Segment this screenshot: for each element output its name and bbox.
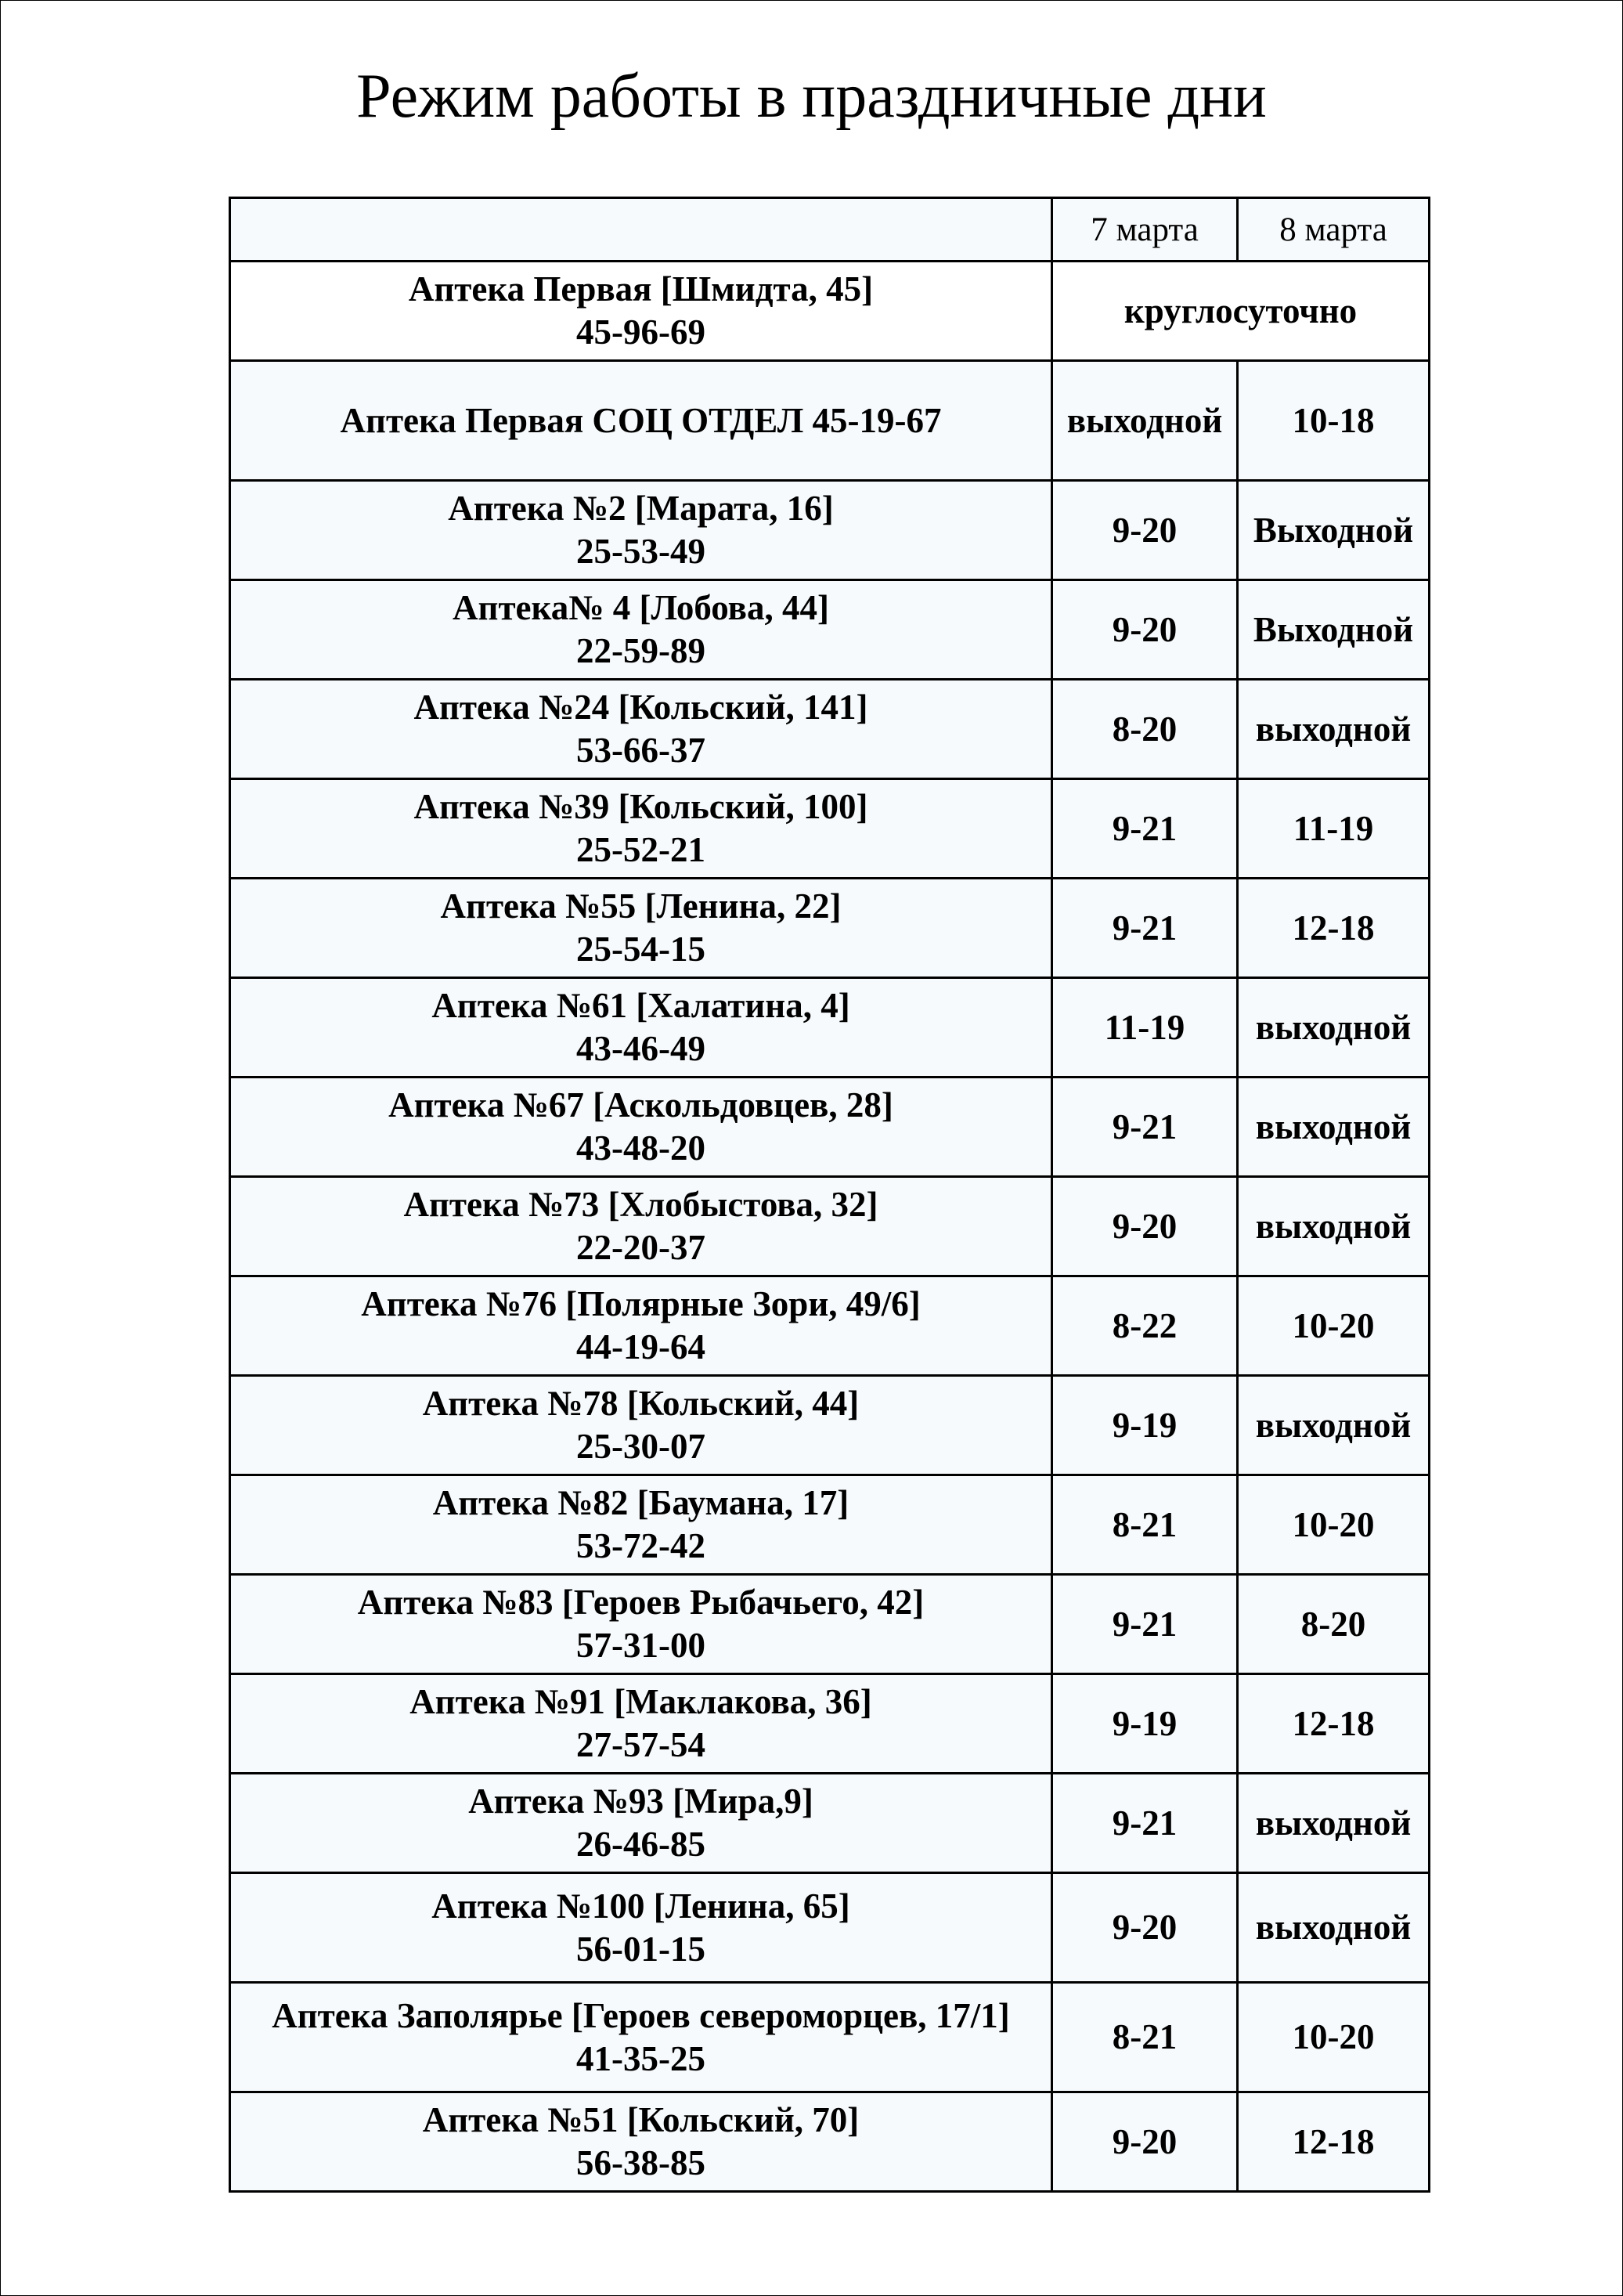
table-row <box>230 262 1430 361</box>
hours-day2: выходной <box>1238 978 1430 1078</box>
pharmacy-cell <box>230 1177 1052 1276</box>
pharmacy-phone: 45-96-69 <box>576 312 705 352</box>
hours-day2: 12-18 <box>1238 879 1430 978</box>
hours-day2: Выходной <box>1238 481 1430 580</box>
hours-day1: 9-21 <box>1052 1774 1238 1873</box>
pharmacy-name: Аптека №91 [Маклакова, 36] <box>409 1682 872 1721</box>
hours-day1: 9-20 <box>1052 1177 1238 1276</box>
hours-day1: 9-20 <box>1052 580 1238 680</box>
pharmacy-phone: 57-31-00 <box>576 1626 705 1665</box>
pharmacy-name: Аптека Заполярье [Героев североморцев, 17/1] <box>272 1995 1010 2035</box>
table-row <box>230 1475 1430 1575</box>
table-row <box>230 1177 1430 1276</box>
pharmacy-phone: 25-30-07 <box>576 1427 705 1466</box>
pharmacy-phone: 22-59-89 <box>576 631 705 670</box>
hours-day2: выходной <box>1238 1177 1430 1276</box>
hours-day1: выходной <box>1052 361 1238 481</box>
pharmacy-phone: 56-38-85 <box>576 2143 705 2182</box>
pharmacy-name: Аптека№ 4 [Лобова, 44] <box>453 588 829 627</box>
pharmacy-phone: 44-19-64 <box>576 1327 705 1366</box>
pharmacy-name: Аптека №93 [Мира,9] <box>468 1782 813 1821</box>
table-row <box>230 481 1430 580</box>
hours-day1: 9-21 <box>1052 1078 1238 1177</box>
pharmacy-cell <box>230 1276 1052 1376</box>
pharmacy-cell <box>230 1774 1052 1873</box>
pharmacy-name: Аптека №78 [Кольский, 44] <box>422 1384 860 1423</box>
hours-day2: 10-20 <box>1238 1983 1430 2092</box>
hours-day2: выходной <box>1238 1376 1430 1475</box>
pharmacy-cell <box>230 1475 1052 1575</box>
table-row <box>230 580 1430 680</box>
pharmacy-phone: 56-01-15 <box>576 1929 705 1969</box>
pharmacy-cell <box>230 2092 1052 2192</box>
hours-day2: выходной <box>1238 1078 1430 1177</box>
pharmacy-name: Аптека №73 [Хлобыстова, 32] <box>403 1185 878 1224</box>
pharmacy-cell <box>230 481 1052 580</box>
hours-day2: выходной <box>1238 1873 1430 1983</box>
hours-day2: 11-19 <box>1238 779 1430 879</box>
table-row <box>230 680 1430 779</box>
pharmacy-phone: 41-35-25 <box>576 2038 705 2078</box>
pharmacy-cell <box>230 879 1052 978</box>
pharmacy-name: Аптека Первая [Шмидта, 45] <box>408 269 874 309</box>
pharmacy-name: Аптека №100 [Ленина, 65] <box>431 1886 850 1926</box>
hours-day1: 9-20 <box>1052 2092 1238 2192</box>
table-row <box>230 1873 1430 1983</box>
header-empty-cell <box>230 198 1052 262</box>
hours-day1: 9-20 <box>1052 481 1238 580</box>
pharmacy-cell <box>230 1674 1052 1774</box>
pharmacy-name: Аптека №82 [Баумана, 17] <box>432 1483 849 1522</box>
table-row <box>230 1078 1430 1177</box>
table-header-row <box>230 198 1430 262</box>
hours-day2: 10-20 <box>1238 1475 1430 1575</box>
pharmacy-name: Аптека №76 [Полярные Зори, 49/6] <box>361 1284 921 1323</box>
hours-day2: 8-20 <box>1238 1575 1430 1674</box>
pharmacy-cell <box>230 361 1052 481</box>
pharmacy-phone: 53-72-42 <box>576 1526 705 1565</box>
table-row <box>230 1774 1430 1873</box>
pharmacy-name: Аптека №67 [Аскольдовцев, 28] <box>388 1085 893 1125</box>
hours-day1: 9-21 <box>1052 1575 1238 1674</box>
pharmacy-cell <box>230 262 1052 361</box>
table-row <box>230 879 1430 978</box>
hours-day1: 8-21 <box>1052 1475 1238 1575</box>
pharmacy-cell <box>230 680 1052 779</box>
pharmacy-phone: 26-46-85 <box>576 1825 705 1864</box>
hours-day2: 12-18 <box>1238 2092 1430 2192</box>
table-row <box>230 1276 1430 1376</box>
hours-day1: 9-19 <box>1052 1376 1238 1475</box>
table-row <box>230 779 1430 879</box>
pharmacy-name: Аптека №55 [Ленина, 22] <box>440 886 842 926</box>
pharmacy-phone: 27-57-54 <box>576 1725 705 1764</box>
header-day1: 7 марта <box>1052 198 1238 262</box>
schedule-table <box>229 197 1430 2193</box>
hours-day1: 9-21 <box>1052 879 1238 978</box>
hours-day2: 10-18 <box>1238 361 1430 481</box>
page-title: Режим работы в праздничные дни <box>356 62 1267 131</box>
hours-day1: 8-21 <box>1052 1983 1238 2092</box>
hours-day2: выходной <box>1238 1774 1430 1873</box>
pharmacy-cell <box>230 580 1052 680</box>
hours-day2: 12-18 <box>1238 1674 1430 1774</box>
table-row <box>230 361 1430 481</box>
hours-day1: 11-19 <box>1052 978 1238 1078</box>
table-row <box>230 2092 1430 2192</box>
hours-day2: 10-20 <box>1238 1276 1430 1376</box>
pharmacy-cell <box>230 1983 1052 2092</box>
hours-day1: 9-20 <box>1052 1873 1238 1983</box>
pharmacy-phone: 53-66-37 <box>576 731 705 770</box>
pharmacy-name: Аптека №39 [Кольский, 100] <box>413 787 868 826</box>
pharmacy-cell <box>230 1575 1052 1674</box>
pharmacy-cell <box>230 1078 1052 1177</box>
hours-day2: Выходной <box>1238 580 1430 680</box>
table-row <box>230 978 1430 1078</box>
table-row <box>230 1674 1430 1774</box>
pharmacy-phone: 25-53-49 <box>576 532 705 571</box>
pharmacy-phone: 22-20-37 <box>576 1228 705 1267</box>
table-row <box>230 1575 1430 1674</box>
pharmacy-cell <box>230 779 1052 879</box>
pharmacy-name: Аптека №2 [Марата, 16] <box>448 489 834 528</box>
table-row <box>230 1983 1430 2092</box>
pharmacy-phone: 43-48-20 <box>576 1128 705 1168</box>
pharmacy-cell <box>230 1873 1052 1983</box>
hours-day1: 8-22 <box>1052 1276 1238 1376</box>
pharmacy-phone: 25-52-21 <box>576 830 705 869</box>
hours-day1: 8-20 <box>1052 680 1238 779</box>
schedule-table-body <box>230 198 1430 2192</box>
hours-day2: выходной <box>1238 680 1430 779</box>
table-row <box>230 1376 1430 1475</box>
pharmacy-name: Аптека №83 [Героев Рыбачьего, 42] <box>357 1583 925 1622</box>
hours-merged: круглосуточно <box>1052 262 1430 361</box>
pharmacy-name: Аптека №61 [Халатина, 4] <box>431 986 850 1025</box>
hours-day1: 9-21 <box>1052 779 1238 879</box>
pharmacy-name: Аптека Первая СОЦ ОТДЕЛ 45-19-67 <box>340 400 942 440</box>
hours-day1: 9-19 <box>1052 1674 1238 1774</box>
pharmacy-cell <box>230 978 1052 1078</box>
pharmacy-name: Аптека №51 [Кольский, 70] <box>422 2100 860 2139</box>
pharmacy-name: Аптека №24 [Кольский, 141] <box>413 688 868 727</box>
pharmacy-phone: 25-54-15 <box>576 930 705 969</box>
pharmacy-phone: 43-46-49 <box>576 1029 705 1068</box>
header-day2: 8 марта <box>1238 198 1430 262</box>
pharmacy-cell <box>230 1376 1052 1475</box>
